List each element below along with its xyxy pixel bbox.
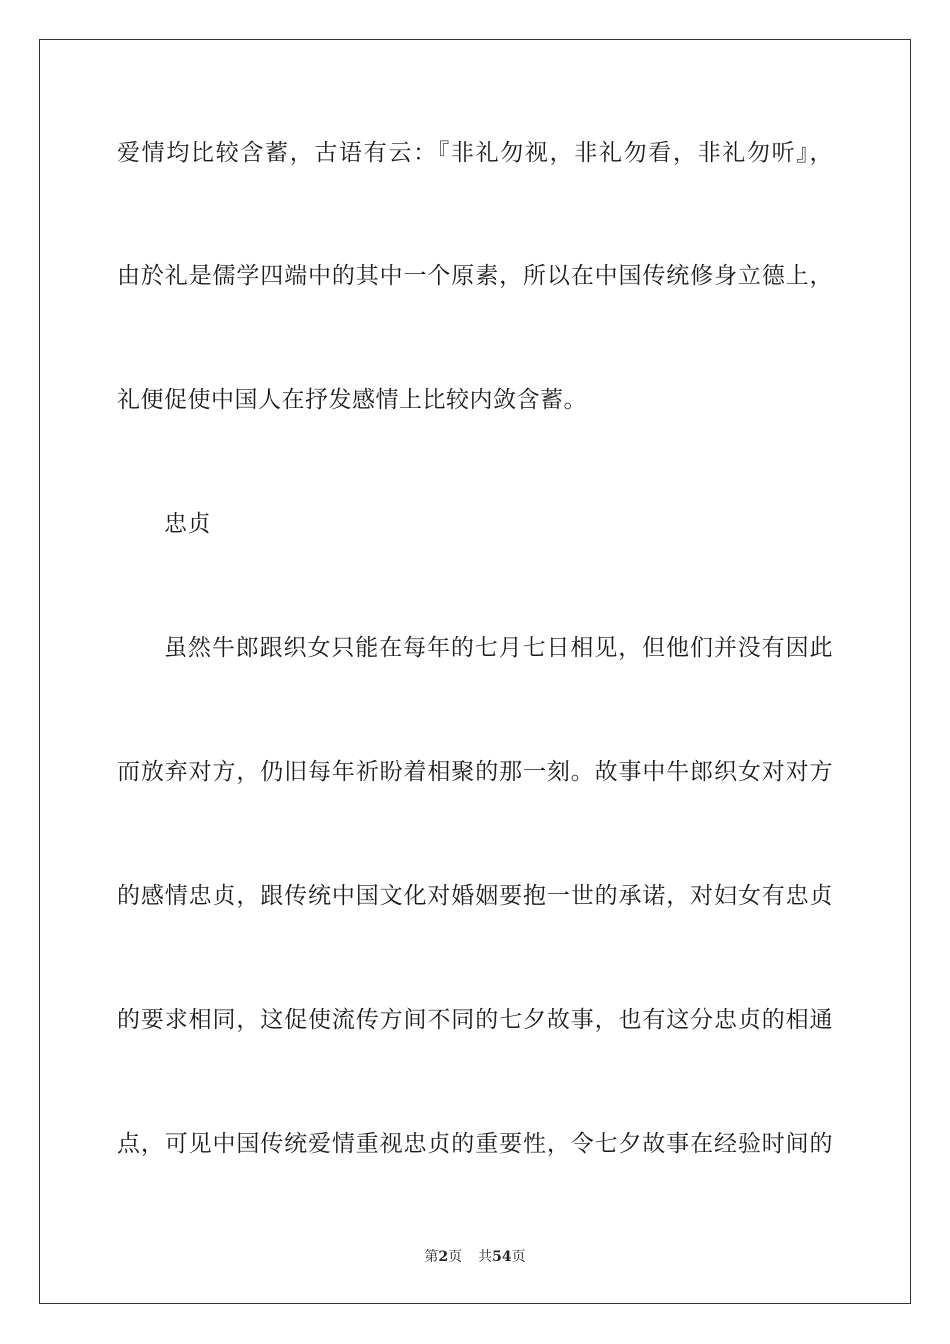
total-prefix: 共 — [478, 1249, 493, 1265]
text-line-1: 爱情均比较含蓄，古语有云：『非礼勿视，非礼勿看，非礼勿听』， — [117, 140, 833, 166]
text-line-2: 由於礼是儒学四端中的其中一个原素，所以在中国传统修身立德上， — [117, 263, 833, 289]
text-line-3: 礼便促使中国人在抒发感情上比较内敛含蓄。 — [117, 387, 587, 413]
total-pages: 54 — [492, 1249, 512, 1265]
total-suffix: 页 — [511, 1249, 526, 1265]
text-line-6: 而放弃对方，仍旧每年祈盼着相聚的那一刻。故事中牛郎织女对对方 — [117, 759, 833, 785]
page-footer — [0, 1248, 950, 1266]
text-line-7: 的感情忠贞，跟传统中国文化对婚姻要抱一世的承诺，对妇女有忠贞 — [117, 883, 833, 909]
page-suffix: 页 — [448, 1249, 463, 1265]
text-line-5: 虽然牛郎跟织女只能在每年的七月七日相见，但他们并没有因此 — [164, 635, 833, 661]
page-number: 2 — [438, 1249, 449, 1265]
section-heading: 忠贞 — [164, 511, 211, 537]
page-prefix: 第 — [424, 1249, 439, 1265]
text-line-8: 的要求相同，这促使流传方间不同的七夕故事，也有这分忠贞的相通 — [117, 1007, 833, 1033]
text-line-9: 点，可见中国传统爱情重视忠贞的重要性，令七夕故事在经验时间的 — [117, 1131, 833, 1157]
page-border — [39, 39, 911, 1304]
